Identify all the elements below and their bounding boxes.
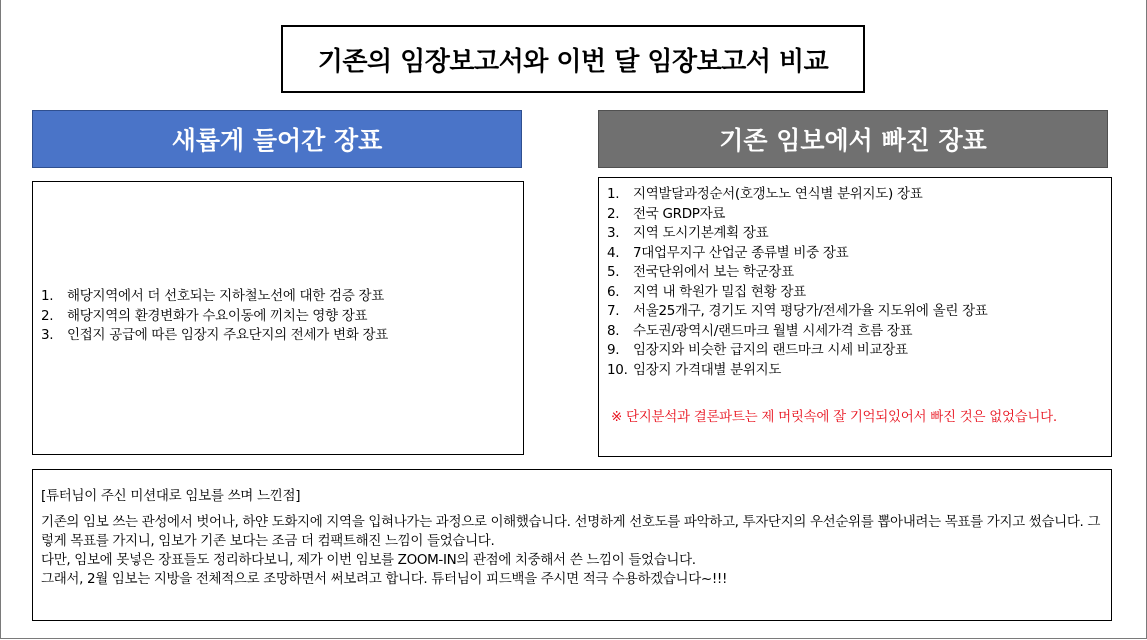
list-item-number: 6. <box>607 283 620 300</box>
list-item-number: 5. <box>607 264 620 280</box>
list-item-text: 전국단위에서 보는 학군장표 <box>633 264 794 280</box>
reflection-paragraph: 기존의 임보 쓰는 관성에서 벗어나, 하얀 도화지에 지역을 입혀나가는 과정으로 이해했습니다. 선명하게 선호도를 파악하고, 투자단지의 우선순위를 뽑아내려는 목표를 가지고 썼습니다. 그렇게 목표를 가지니, 임보가 기존 보다는 조금 더 컴팩트해진 느낌이 들었습니다. <box>41 514 1101 549</box>
list-item-text: 인접지 공급에 따른 임장지 주요단지의 전세가 변화 장표 <box>67 327 388 343</box>
list-item-text: 임장지와 비슷한 급지의 랜드마크 시세 비교장표 <box>633 342 908 358</box>
reflection-paragraph: 다만, 임보에 못넣은 장표들도 정리하다보니, 제가 이번 임보를 ZOOM-IN의 관점에 치중해서 쓴 느낌이 들었습니다. <box>41 552 696 568</box>
list-item-number: 10. <box>607 361 628 378</box>
list-item <box>607 302 1107 322</box>
list-item-number: 7. <box>607 303 620 319</box>
list-item-text: 지역 내 학원가 밀집 현황 장표 <box>633 283 806 300</box>
reflection-paragraph: 그래서, 2월 임보는 지방을 전체적으로 조망하면서 써보려고 합니다. 튜터님이 피드백을 주시면 적극 수용하겠습니다~!!! <box>41 571 728 587</box>
new-items-list <box>41 287 519 346</box>
reflection-body <box>41 513 1103 589</box>
page-title: 기존의 임장보고서와 이번 달 임장보고서 비교 <box>281 25 865 93</box>
list-item <box>607 185 1107 205</box>
list-item <box>607 244 1107 264</box>
list-item-number: 3. <box>41 327 54 343</box>
list-item <box>607 205 1107 225</box>
list-item <box>607 361 1107 381</box>
list-item-number: 3. <box>607 225 620 241</box>
list-item <box>607 322 1107 342</box>
list-item <box>607 341 1107 361</box>
list-item <box>41 326 519 346</box>
list-item <box>41 307 519 327</box>
list-item-text: 해당지역에서 더 선호되는 지하철노선에 대한 검증 장표 <box>67 288 384 304</box>
list-item-number: 2. <box>41 307 54 324</box>
new-items-box <box>32 181 524 455</box>
list-item <box>607 283 1107 303</box>
list-item-text: 해당지역의 환경변화가 수요이동에 끼치는 영향 장표 <box>67 307 368 324</box>
list-item-number: 1. <box>41 288 54 304</box>
list-item-text: 임장지 가격대별 분위지도 <box>633 361 782 378</box>
list-item-text: 지역발달과정순서(호갱노노 연식별 분위지도) 장표 <box>633 186 923 202</box>
list-item-number: 4. <box>607 244 620 261</box>
list-item <box>607 263 1107 283</box>
list-item-number: 9. <box>607 342 620 358</box>
list-item <box>41 287 519 307</box>
list-item-text: 서울25개구, 경기도 지역 평당가/전세가율 지도위에 올린 장표 <box>633 303 988 319</box>
reflection-box <box>32 469 1112 621</box>
list-item <box>607 224 1107 244</box>
new-section-heading: 새롭게 들어간 장표 <box>32 110 522 168</box>
removed-items-box <box>598 177 1112 457</box>
list-item-number: 1. <box>607 186 620 202</box>
removed-section-heading: 기존 임보에서 빠진 장표 <box>598 110 1108 168</box>
removed-note: ※ 단지분석과 결론파트는 제 머릿속에 잘 기억되있어서 빠진 것은 없었습니다. <box>611 409 1057 425</box>
reflection-title: [튜터님이 주신 미션대로 임보를 쓰며 느낀점] <box>41 488 301 504</box>
list-item-text: 전국 GRDP자료 <box>633 205 726 222</box>
list-item-text: 지역 도시기본계획 장표 <box>633 225 769 241</box>
list-item-number: 8. <box>607 322 620 339</box>
list-item-text: 수도권/광역시/랜드마크 월별 시세가격 흐름 장표 <box>633 322 913 339</box>
list-item-number: 2. <box>607 205 620 222</box>
removed-items-list <box>607 185 1107 380</box>
list-item-text: 7대업무지구 산업군 종류별 비중 장표 <box>633 244 849 261</box>
